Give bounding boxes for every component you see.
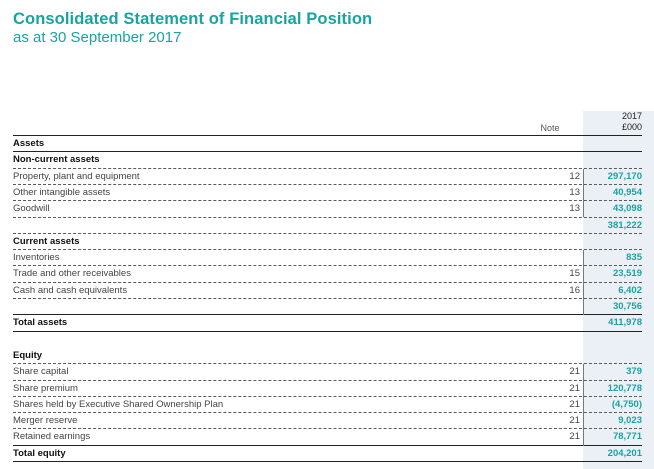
table-row — [13, 185, 642, 201]
row-note: 21 — [569, 382, 580, 394]
row-value: 23,519 — [612, 268, 642, 280]
table-row — [13, 266, 642, 282]
table-row — [13, 201, 642, 217]
row-value: 6,402 — [618, 284, 642, 296]
table-row — [13, 169, 642, 185]
table-row — [13, 429, 642, 445]
table-row — [13, 218, 642, 234]
row-value: 379 — [626, 366, 642, 378]
row-label: Share capital — [13, 366, 69, 378]
row-label: Goodwill — [13, 203, 50, 215]
table-row — [13, 413, 642, 429]
year-label: 2017 — [621, 111, 642, 121]
row-value: 40,954 — [612, 186, 642, 198]
document-subtitle: as at 30 September 2017 — [13, 29, 182, 46]
row-note: 21 — [569, 366, 580, 378]
row-note: 13 — [569, 186, 580, 198]
row-label: Equity — [13, 349, 43, 361]
row-value: 411,978 — [608, 317, 642, 329]
row-label: Merger reserve — [13, 415, 78, 427]
row-value: 297,170 — [607, 170, 642, 182]
table-row — [13, 381, 642, 397]
column-divider — [583, 169, 584, 218]
note-column-header: Note — [540, 123, 560, 133]
row-label: Trade and other receivables — [13, 268, 131, 280]
table-row — [13, 152, 642, 168]
row-label: Current assets — [13, 235, 80, 247]
table-row — [13, 397, 642, 413]
row-note: 13 — [569, 203, 580, 215]
table-row — [13, 348, 642, 364]
row-note: 16 — [569, 284, 580, 296]
row-value: 78,771 — [612, 431, 642, 443]
table-row — [13, 446, 642, 462]
row-value: 43,098 — [612, 203, 642, 215]
year-column-header — [584, 111, 642, 133]
column-divider — [583, 250, 584, 315]
row-label: Other intangible assets — [13, 186, 111, 198]
row-value: 381,222 — [607, 219, 642, 231]
table-row — [13, 299, 642, 315]
row-label: Property, plant and equipment — [13, 170, 140, 182]
row-note: 21 — [569, 415, 580, 427]
table-row — [13, 364, 642, 380]
row-value: 30,756 — [612, 301, 642, 312]
row-note: 15 — [569, 268, 580, 280]
table-top-rule — [13, 135, 642, 136]
row-label: Total assets — [13, 317, 68, 329]
table-row — [13, 315, 642, 331]
row-note: 21 — [569, 398, 580, 410]
table-row — [13, 234, 642, 250]
table-row — [13, 250, 642, 266]
row-value: 835 — [626, 252, 642, 264]
table-row — [13, 136, 642, 152]
row-label: Assets — [13, 138, 45, 149]
row-note: 21 — [569, 431, 580, 443]
row-value: (4,750) — [611, 398, 642, 410]
row-value: 120,778 — [607, 382, 642, 394]
row-label: Inventories — [13, 252, 60, 264]
row-label: Shares held by Executive Shared Ownership Plan — [13, 398, 224, 410]
row-value: 204,201 — [607, 447, 642, 459]
row-separator — [13, 461, 642, 462]
row-label: Total equity — [13, 447, 66, 459]
row-note: 12 — [569, 170, 580, 182]
row-label: Retained earnings — [13, 431, 91, 443]
row-label: Non-current assets — [13, 154, 100, 166]
row-label: Share premium — [13, 382, 78, 394]
row-label: Cash and cash equivalents — [13, 284, 128, 296]
document-title: Consolidated Statement of Financial Position — [13, 10, 373, 28]
row-value: 9,023 — [618, 415, 642, 427]
unit-label: £000 — [621, 122, 642, 132]
spacer-row — [13, 332, 642, 348]
table-row — [13, 283, 642, 299]
column-divider — [583, 364, 584, 446]
